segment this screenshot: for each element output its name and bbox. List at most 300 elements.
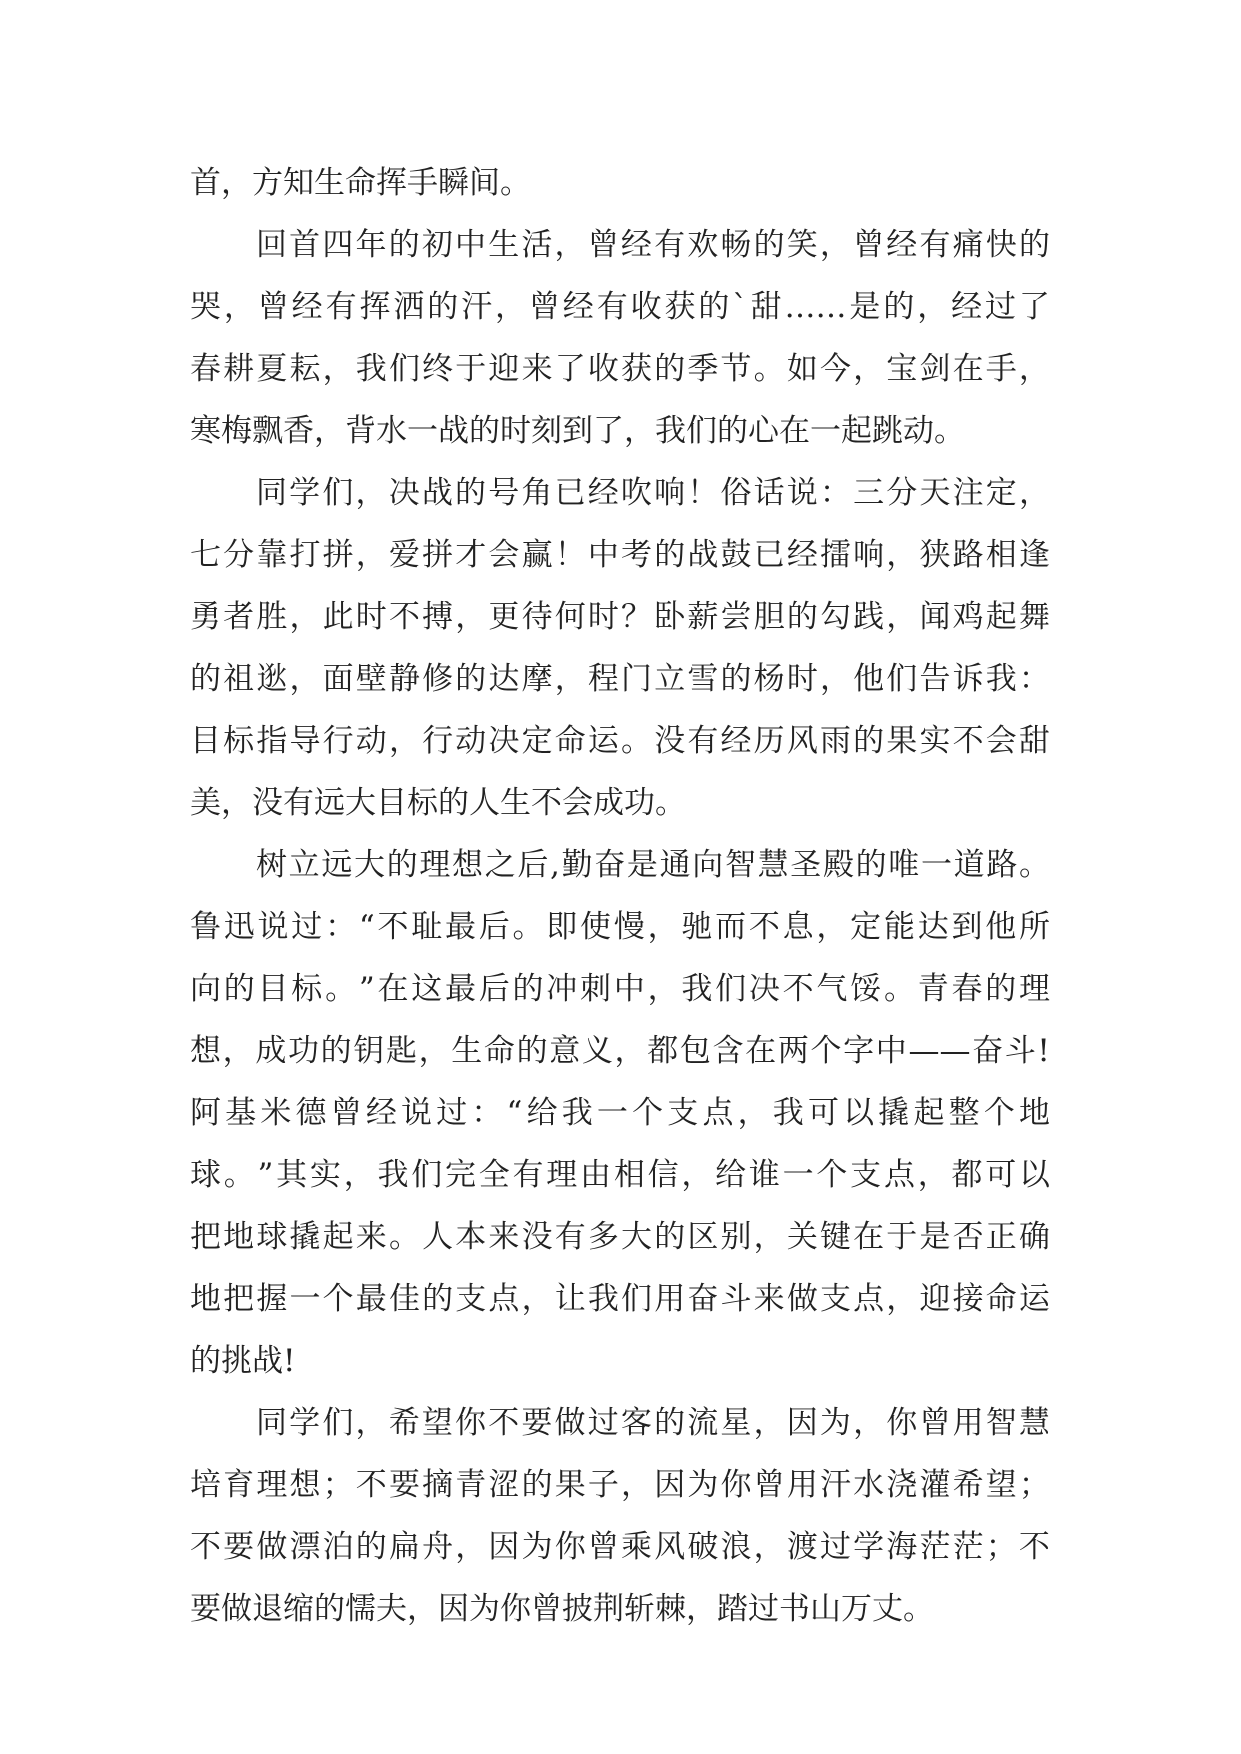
text-line bbox=[190, 1020, 1050, 1082]
text-char: 用 bbox=[952, 1405, 984, 1441]
body-text bbox=[190, 152, 1050, 1640]
text-char: ！ bbox=[554, 537, 586, 573]
text-char: 指 bbox=[256, 723, 288, 759]
text-char: 定 bbox=[521, 723, 553, 759]
text-char: 功 bbox=[287, 1033, 319, 1069]
text-char: 。 bbox=[753, 351, 785, 387]
text-char: 培 bbox=[190, 1467, 221, 1503]
text-char: ， bbox=[322, 351, 354, 387]
text-char: 义 bbox=[581, 1033, 613, 1069]
text-line bbox=[190, 1516, 1050, 1578]
text-char: 我 bbox=[355, 351, 387, 387]
text-char: 个 bbox=[810, 1033, 842, 1069]
text-char: 践 bbox=[853, 599, 885, 635]
text-char: 定 bbox=[850, 909, 882, 945]
text-char: ， bbox=[388, 723, 420, 759]
text-char: 经 bbox=[720, 723, 752, 759]
text-char: 向 bbox=[692, 847, 724, 883]
text-char: 智 bbox=[724, 847, 756, 883]
text-char: 曾 bbox=[753, 1467, 785, 1503]
text-char: 曾 bbox=[330, 1095, 362, 1131]
text-char: 一 bbox=[782, 1157, 814, 1193]
text-char: 是 bbox=[849, 289, 881, 325]
text-char: 经 bbox=[620, 227, 652, 263]
text-char: 我 bbox=[985, 661, 1017, 697]
text-char: 说 bbox=[257, 909, 289, 945]
text-char: 要 bbox=[223, 1529, 255, 1565]
text-char: 水 bbox=[853, 1467, 885, 1503]
text-char: 信 bbox=[647, 1157, 679, 1193]
text-char: 尝 bbox=[720, 599, 752, 635]
text-char: 经 bbox=[365, 1095, 397, 1131]
text-char: 经 bbox=[886, 227, 918, 263]
text-char: 雨 bbox=[819, 723, 851, 759]
text-char: 历 bbox=[753, 723, 785, 759]
text-char: 获 bbox=[621, 351, 653, 387]
text-char: 因 bbox=[654, 1467, 686, 1503]
text-char: ， bbox=[418, 1033, 450, 1069]
text-char: ， bbox=[455, 599, 487, 635]
text-char: 搏 bbox=[422, 599, 454, 635]
text-char: 鲁 bbox=[190, 909, 221, 945]
text-char: 不 bbox=[748, 909, 780, 945]
text-char: 响 bbox=[853, 537, 885, 573]
text-char: ： bbox=[1018, 661, 1050, 697]
text-char: 。 bbox=[883, 971, 915, 1007]
text-char: ， bbox=[495, 289, 527, 325]
text-char: 来 bbox=[488, 1219, 520, 1255]
text-char: 更 bbox=[488, 599, 520, 635]
text-char: 个 bbox=[322, 1281, 354, 1317]
text-char: 。 bbox=[1018, 847, 1050, 883]
text-line bbox=[190, 586, 1050, 648]
text-char: 的 bbox=[786, 599, 818, 635]
text-char: 告 bbox=[919, 661, 951, 697]
text-char: 说 bbox=[401, 1095, 433, 1131]
text-char: 个 bbox=[816, 1157, 848, 1193]
text-char: 曾 bbox=[853, 227, 885, 263]
text-char: 的 bbox=[985, 971, 1017, 1007]
text-char: 支 bbox=[850, 1157, 882, 1193]
text-char: 别 bbox=[720, 1219, 752, 1255]
text-char: 一 bbox=[920, 847, 952, 883]
text-char: 希 bbox=[388, 1405, 420, 1441]
text-char: 时 bbox=[355, 599, 387, 635]
text-char: ， bbox=[343, 1157, 375, 1193]
text-char: 回 bbox=[256, 227, 287, 263]
text-char: 四 bbox=[322, 227, 354, 263]
text-char: 会 bbox=[985, 723, 1017, 759]
text-char: 的 bbox=[654, 351, 686, 387]
text-char: 行 bbox=[422, 723, 454, 759]
text-line bbox=[190, 338, 1050, 400]
text-char: 关 bbox=[786, 1219, 818, 1255]
text-line bbox=[190, 834, 1050, 896]
text-char: 树 bbox=[256, 847, 287, 883]
text-char: 球 bbox=[190, 1157, 221, 1193]
text-char: 闻 bbox=[919, 599, 951, 635]
text-char: 路 bbox=[986, 847, 1018, 883]
text-char: 的 bbox=[320, 1033, 352, 1069]
text-char: 们 bbox=[322, 1405, 354, 1441]
text-line bbox=[190, 1392, 1050, 1454]
text-char: 时 bbox=[786, 661, 818, 697]
text-char: ： bbox=[819, 475, 851, 511]
text-char: , bbox=[550, 847, 560, 883]
text-char: 做 bbox=[786, 1281, 818, 1317]
text-char: ， bbox=[853, 1405, 885, 1441]
text-char: 摘 bbox=[422, 1467, 454, 1503]
text-char: 俗 bbox=[720, 475, 752, 511]
text-char: 球 bbox=[256, 1219, 288, 1255]
text-char: 起 bbox=[322, 1219, 354, 1255]
text-line bbox=[190, 648, 1050, 710]
text-char: 的 bbox=[1018, 227, 1050, 263]
text-char: 智 bbox=[985, 1405, 1017, 1441]
text-char: 他 bbox=[985, 909, 1017, 945]
text-char: 最 bbox=[444, 971, 476, 1007]
text-char: 过 bbox=[984, 289, 1016, 325]
text-char: 气 bbox=[816, 971, 848, 1007]
text-char: 我 bbox=[681, 971, 713, 1007]
text-char: 德 bbox=[295, 1095, 327, 1131]
text-char: 立 bbox=[654, 661, 686, 697]
text-char: 面 bbox=[322, 661, 354, 697]
text-char: 分 bbox=[886, 475, 918, 511]
text-char: 斗 bbox=[720, 1281, 752, 1317]
text-char: 因 bbox=[488, 1529, 520, 1565]
text-char: 痛 bbox=[952, 227, 984, 263]
text-line: 要做退缩的懦夫，因为你曾披荆斩棘，踏过书山万丈。 bbox=[190, 1591, 934, 1627]
text-char: 活 bbox=[521, 227, 553, 263]
text-char: ， bbox=[886, 599, 918, 635]
text-char: 决 bbox=[748, 971, 780, 1007]
text-char: 的 bbox=[654, 537, 686, 573]
text-char: 含 bbox=[712, 1033, 744, 1069]
text-char: 点 bbox=[488, 1281, 520, 1317]
text-char: 甜 bbox=[1018, 723, 1050, 759]
text-char: 狭 bbox=[919, 537, 951, 573]
text-char: ， bbox=[886, 537, 918, 573]
text-char: 最 bbox=[444, 909, 476, 945]
text-char: 分 bbox=[223, 537, 255, 573]
text-char: 标 bbox=[223, 723, 255, 759]
text-char: 初 bbox=[421, 227, 453, 263]
text-char: 实 bbox=[919, 723, 951, 759]
text-char: 有 bbox=[919, 227, 951, 263]
text-line: 寒梅飘香，背水一战的时刻到了，我们的心在一起跳动。 bbox=[190, 413, 965, 449]
text-char: 握 bbox=[256, 1281, 288, 1317]
text-char: 杨 bbox=[753, 661, 785, 697]
text-char: 号 bbox=[488, 475, 520, 511]
text-char: 可 bbox=[807, 1095, 839, 1131]
text-char: 年 bbox=[355, 227, 387, 263]
text-char: ， bbox=[819, 227, 851, 263]
text-char: 乘 bbox=[621, 1529, 653, 1565]
text-char: 终 bbox=[422, 351, 454, 387]
text-char: 你 bbox=[455, 1405, 487, 1441]
text-char: 望 bbox=[421, 1405, 453, 1441]
text-char: 季 bbox=[687, 351, 719, 387]
text-char: 米 bbox=[260, 1095, 292, 1131]
text-char: 浇 bbox=[886, 1467, 918, 1503]
text-char: 三 bbox=[853, 475, 885, 511]
text-char: 标 bbox=[291, 971, 323, 1007]
text-char: 所 bbox=[1019, 909, 1050, 945]
text-char: 基 bbox=[225, 1095, 257, 1131]
text-char: 通 bbox=[659, 847, 691, 883]
text-char: 天 bbox=[919, 475, 951, 511]
text-char: 完 bbox=[444, 1157, 476, 1193]
text-char: 达 bbox=[917, 909, 949, 945]
text-char: 星 bbox=[720, 1405, 752, 1441]
text-char: ， bbox=[753, 1219, 785, 1255]
text-char: 客 bbox=[620, 1405, 652, 1441]
text-char: 不 bbox=[190, 1529, 221, 1565]
text-char: 定 bbox=[985, 475, 1017, 511]
text-char: ， bbox=[737, 1095, 769, 1131]
text-line bbox=[190, 1206, 1050, 1268]
text-char: 擂 bbox=[819, 537, 851, 573]
text-char: 修 bbox=[422, 661, 454, 697]
text-char: 们 bbox=[411, 1157, 443, 1193]
text-char: 点 bbox=[883, 1157, 915, 1193]
text-char: 。 bbox=[512, 909, 544, 945]
text-char: 说 bbox=[786, 475, 818, 511]
text-char: 的 bbox=[223, 971, 255, 1007]
text-char: 想 bbox=[190, 1033, 221, 1069]
text-char: 命 bbox=[483, 1033, 515, 1069]
text-char: 使 bbox=[580, 909, 612, 945]
text-char: 不 bbox=[488, 1405, 520, 1441]
text-char: 门 bbox=[621, 661, 653, 697]
text-char: 做 bbox=[256, 1529, 288, 1565]
text-char: 鼓 bbox=[720, 537, 752, 573]
text-char: 馁 bbox=[850, 971, 882, 1007]
text-char: 我 bbox=[587, 1281, 619, 1317]
text-char: 在 bbox=[952, 351, 984, 387]
text-char: ! bbox=[1037, 1033, 1050, 1069]
text-char: ， bbox=[1018, 351, 1050, 387]
text-char: ； bbox=[322, 1467, 354, 1503]
text-char: 到 bbox=[951, 909, 983, 945]
text-char: 是 bbox=[626, 847, 658, 883]
text-char: 后 bbox=[478, 909, 510, 945]
text-char: 壁 bbox=[355, 661, 387, 697]
text-char: 决 bbox=[488, 723, 520, 759]
text-char: 路 bbox=[952, 537, 984, 573]
text-char: 漂 bbox=[289, 1529, 321, 1565]
text-char: 这 bbox=[411, 971, 443, 1007]
text-char: 个 bbox=[632, 1095, 664, 1131]
text-char: 夏 bbox=[256, 351, 288, 387]
text-char: 的 bbox=[355, 1529, 387, 1565]
text-char: 用 bbox=[654, 1281, 686, 1317]
text-char: 靠 bbox=[256, 537, 288, 573]
text-char: 耻 bbox=[411, 909, 443, 945]
text-char: 果 bbox=[886, 723, 918, 759]
text-char: 支 bbox=[455, 1281, 487, 1317]
text-char: 耘 bbox=[289, 351, 321, 387]
text-char: 其 bbox=[276, 1157, 308, 1193]
text-char: ， bbox=[819, 661, 851, 697]
text-char: 。 bbox=[388, 1219, 420, 1255]
text-char: 涩 bbox=[488, 1467, 520, 1503]
text-char: 勾 bbox=[819, 599, 851, 635]
text-char: 何 bbox=[554, 599, 586, 635]
text-char: 刺 bbox=[580, 971, 612, 1007]
text-char: 键 bbox=[819, 1219, 851, 1255]
text-char: 本 bbox=[455, 1219, 487, 1255]
text-char: 迎 bbox=[919, 1281, 951, 1317]
text-char: 后 bbox=[517, 847, 549, 883]
text-char: 胜 bbox=[256, 599, 288, 635]
text-char: 卧 bbox=[654, 599, 686, 635]
text-char: 者 bbox=[223, 599, 255, 635]
text-char: 为 bbox=[687, 1467, 719, 1503]
text-char: 欢 bbox=[687, 227, 719, 263]
text-char: “ bbox=[506, 1095, 523, 1131]
text-char: 不 bbox=[355, 1467, 387, 1503]
text-char: 雪 bbox=[687, 661, 719, 697]
text-char: 同 bbox=[256, 475, 287, 511]
text-char: 茫 bbox=[952, 1529, 984, 1565]
text-char: 奋 bbox=[972, 1033, 1004, 1069]
text-char: 用 bbox=[786, 1467, 818, 1503]
text-char: ， bbox=[1018, 475, 1050, 511]
text-char: 慢 bbox=[613, 909, 645, 945]
text-char: 你 bbox=[554, 1529, 586, 1565]
text-char: 生 bbox=[451, 1033, 483, 1069]
text-char: 同 bbox=[256, 1405, 287, 1441]
text-char: 你 bbox=[720, 1467, 752, 1503]
text-char: 一 bbox=[596, 1095, 628, 1131]
text-char: 风 bbox=[654, 1529, 686, 1565]
text-char: 今 bbox=[819, 351, 851, 387]
text-char: 希 bbox=[952, 1467, 984, 1503]
text-char: 话 bbox=[753, 475, 785, 511]
text-char: 胆 bbox=[753, 599, 785, 635]
text-char: 有 bbox=[654, 227, 686, 263]
text-char: 不 bbox=[388, 599, 420, 635]
text-char: 撬 bbox=[289, 1219, 321, 1255]
text-char: 钥 bbox=[353, 1033, 385, 1069]
text-char: 理 bbox=[256, 1467, 288, 1503]
text-char: 学 bbox=[289, 475, 321, 511]
text-char: 而 bbox=[715, 909, 747, 945]
text-char: 相 bbox=[613, 1157, 645, 1193]
text-char: ！ bbox=[687, 475, 719, 511]
text-char: 经 bbox=[291, 289, 323, 325]
text-char: 们 bbox=[715, 971, 747, 1007]
text-char: ， bbox=[886, 1281, 918, 1317]
text-char: 笑 bbox=[786, 227, 818, 263]
text-char: 想 bbox=[289, 1467, 321, 1503]
text-char: 要 bbox=[388, 1467, 420, 1503]
text-char: 春 bbox=[951, 971, 983, 1007]
text-char: 个 bbox=[983, 1095, 1015, 1131]
text-char: ， bbox=[816, 909, 848, 945]
text-char: 爱 bbox=[388, 537, 420, 573]
text-char: 想 bbox=[452, 847, 484, 883]
text-char: 两 bbox=[777, 1033, 809, 1069]
text-char: 赢 bbox=[521, 537, 553, 573]
text-char: ， bbox=[521, 1281, 553, 1317]
text-char: 学 bbox=[289, 1405, 321, 1441]
text-char: ， bbox=[289, 661, 321, 697]
text-char: 程 bbox=[587, 661, 619, 697]
text-char: ， bbox=[222, 1033, 254, 1069]
text-char: 以 bbox=[1019, 1157, 1050, 1193]
text-char: 正 bbox=[985, 1219, 1017, 1255]
text-char: 你 bbox=[886, 1405, 918, 1441]
text-char: 的 bbox=[855, 847, 887, 883]
text-char: 经 bbox=[587, 475, 619, 511]
text-char: 佳 bbox=[388, 1281, 420, 1317]
text-char: 是 bbox=[919, 1219, 951, 1255]
text-char: 流 bbox=[687, 1405, 719, 1441]
text-line bbox=[190, 896, 1050, 958]
text-char: 驰 bbox=[681, 909, 713, 945]
text-char: 来 bbox=[753, 1281, 785, 1317]
text-char: 都 bbox=[647, 1033, 679, 1069]
text-char: 薪 bbox=[687, 599, 719, 635]
text-char: 育 bbox=[223, 1467, 255, 1503]
text-char: 勇 bbox=[190, 599, 221, 635]
text-char: 远 bbox=[321, 847, 353, 883]
text-line: 首，方知生命挥手瞬间。 bbox=[190, 165, 531, 201]
text-char: 曾 bbox=[919, 1405, 951, 1441]
text-char: 们 bbox=[886, 661, 918, 697]
text-line bbox=[190, 1144, 1050, 1206]
text-char: 的 bbox=[388, 227, 420, 263]
text-char: 过 bbox=[819, 1529, 851, 1565]
text-char: 的 bbox=[853, 723, 885, 759]
text-char: 都 bbox=[951, 1157, 983, 1193]
text-char: 过 bbox=[291, 909, 323, 945]
text-char: 的 bbox=[698, 289, 730, 325]
text-char: ` bbox=[732, 289, 748, 325]
text-char: 斗 bbox=[1004, 1033, 1036, 1069]
text-char: ， bbox=[753, 1529, 785, 1565]
text-char: 的 bbox=[883, 289, 915, 325]
text-line bbox=[190, 1082, 1050, 1144]
text-char: 支 bbox=[667, 1095, 699, 1131]
text-char: 要 bbox=[521, 1405, 553, 1441]
text-char: 才 bbox=[455, 537, 487, 573]
text-char: 起 bbox=[985, 599, 1017, 635]
text-char: ， bbox=[554, 227, 586, 263]
text-char: 奋 bbox=[594, 847, 626, 883]
text-char: 我 bbox=[377, 1157, 409, 1193]
text-char: 区 bbox=[687, 1219, 719, 1255]
text-char: ， bbox=[554, 661, 586, 697]
text-char: ， bbox=[355, 475, 387, 511]
text-char: 最 bbox=[355, 1281, 387, 1317]
text-char: 过 bbox=[436, 1095, 468, 1131]
text-char: ， bbox=[753, 1405, 785, 1441]
text-char: 冲 bbox=[546, 971, 578, 1007]
text-char: 的 bbox=[521, 1467, 553, 1503]
text-char: 经 bbox=[951, 289, 983, 325]
text-char: ， bbox=[853, 351, 885, 387]
text-char: 起 bbox=[913, 1095, 945, 1131]
text-char: 挥 bbox=[359, 289, 391, 325]
text-char: 舞 bbox=[1018, 599, 1050, 635]
text-char: 们 bbox=[322, 475, 354, 511]
text-char: 息 bbox=[782, 909, 814, 945]
text-char: 点 bbox=[702, 1095, 734, 1131]
